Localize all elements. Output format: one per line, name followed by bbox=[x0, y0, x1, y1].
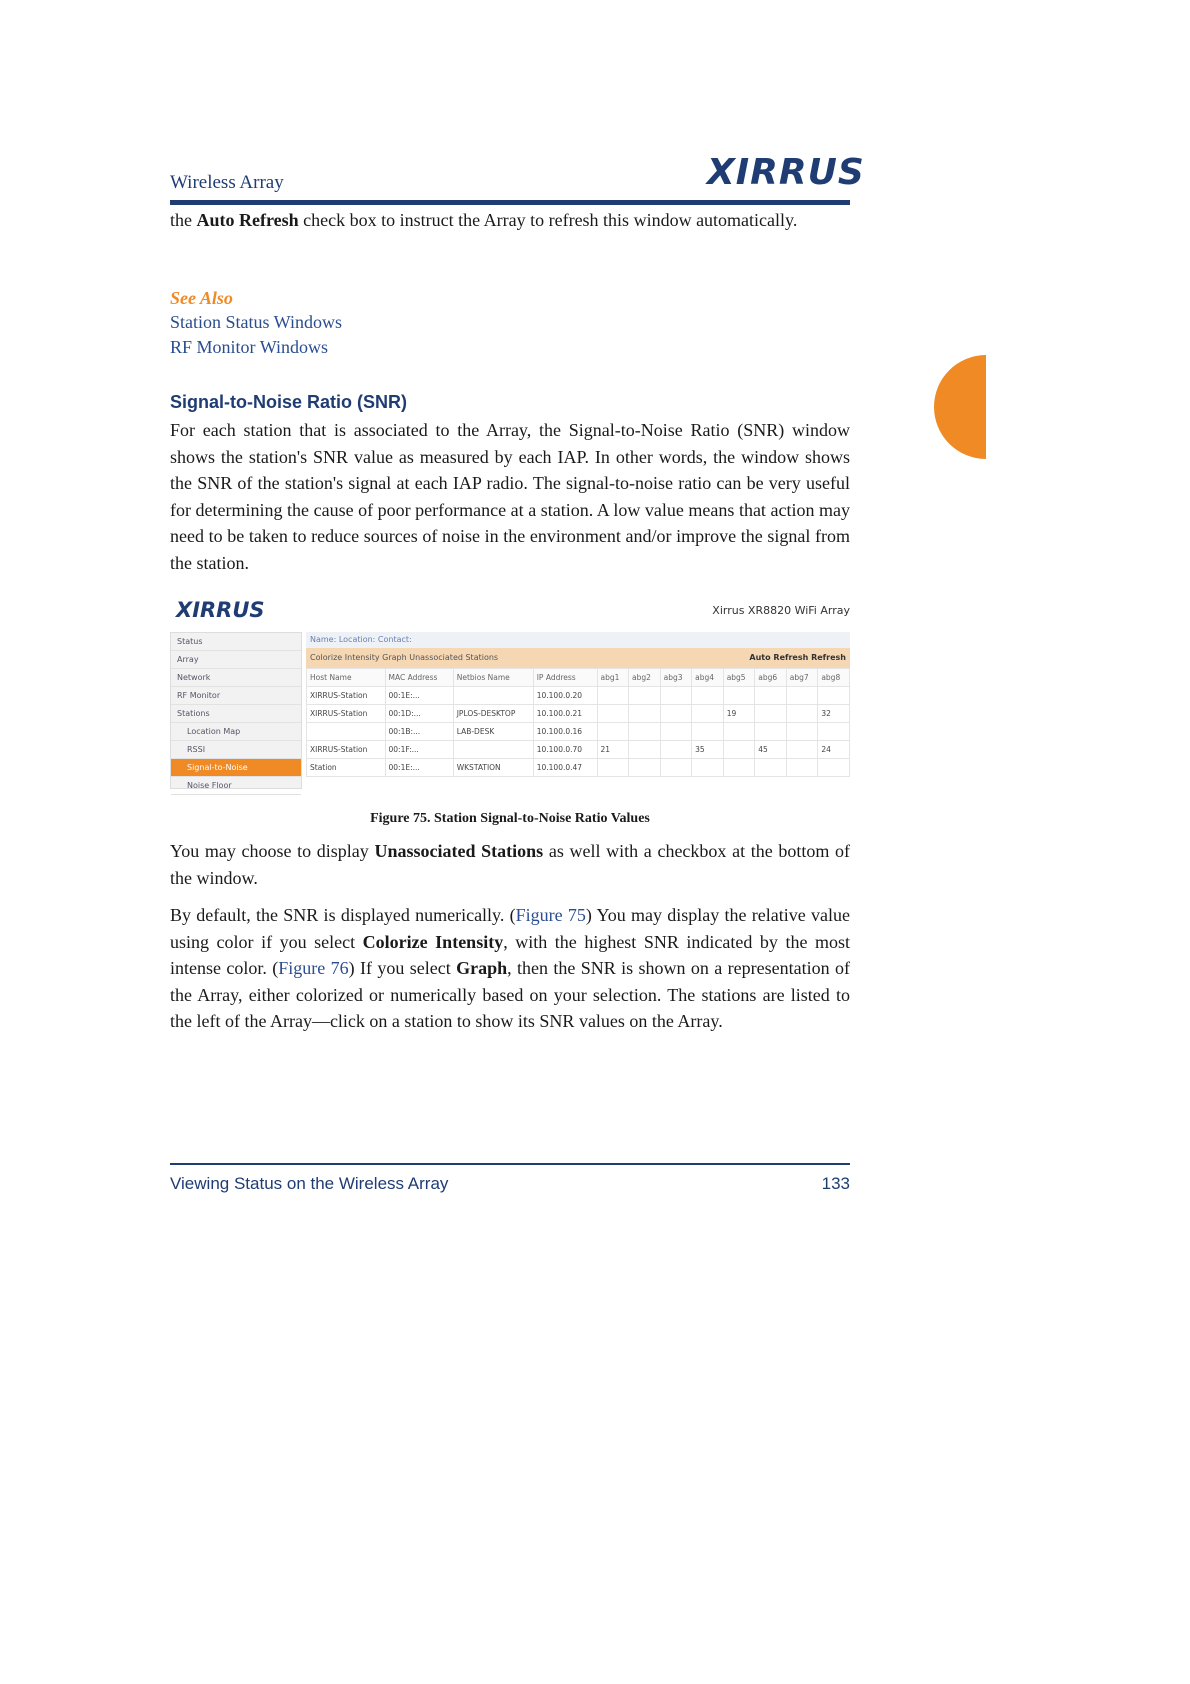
col-abg8[interactable]: abg8 bbox=[818, 669, 850, 687]
col-netbios-name[interactable]: Netbios Name bbox=[453, 669, 533, 687]
chapter-tab-marker bbox=[934, 355, 986, 459]
table-row[interactable]: XIRRUS-Station 00:1F:... 10.100.0.70 21 35 45 24 bbox=[307, 741, 850, 759]
page-number: 133 bbox=[821, 1174, 850, 1193]
table-row[interactable]: XIRRUS-Station 00:1D:... JPLOS-DESKTOP 10.100.0.21 19 32 bbox=[307, 705, 850, 723]
col-abg3[interactable]: abg3 bbox=[660, 669, 692, 687]
snr-table bbox=[306, 668, 850, 777]
footer-rule bbox=[170, 1163, 850, 1165]
col-abg5[interactable]: abg5 bbox=[723, 669, 755, 687]
col-abg1[interactable]: abg1 bbox=[597, 669, 629, 687]
sidebar-item-rssi[interactable]: RSSI bbox=[171, 741, 301, 759]
figure-info-bar: Name: Location: Contact: bbox=[306, 632, 850, 648]
figure-toolbar bbox=[306, 648, 850, 668]
figure-xirrus-logo: XIRRUS bbox=[176, 598, 265, 622]
section-body: For each station that is associated to the Array, the Signal-to-Noise Ratio (SNR) window shows the station's SNR value as measured by each IAP. In other words, the window shows the SNR of the station's signal at each IAP radio. The signal-to-noise ratio can be very useful for determining the cause of poor performance at a station. A low value means that action may need to be taken to reduce sources of noise in the environment and/or improve the signal from the station. bbox=[170, 420, 850, 573]
link-station-status-windows[interactable]: Station Status Windows bbox=[170, 312, 342, 332]
col-mac-address[interactable]: MAC Address bbox=[385, 669, 453, 687]
col-abg6[interactable]: abg6 bbox=[755, 669, 787, 687]
col-abg4[interactable]: abg4 bbox=[692, 669, 724, 687]
section-title: Signal-to-Noise Ratio (SNR) bbox=[170, 392, 407, 412]
sidebar-item-rf-monitor[interactable]: RF Monitor bbox=[171, 687, 301, 705]
col-abg7[interactable]: abg7 bbox=[786, 669, 818, 687]
table-row[interactable]: Station 00:1E:... WKSTATION 10.100.0.47 bbox=[307, 759, 850, 777]
xirrus-logo: XIRRUS bbox=[707, 152, 865, 193]
link-rf-monitor-windows[interactable]: RF Monitor Windows bbox=[170, 337, 328, 357]
sidebar-item-network[interactable]: Network bbox=[171, 669, 301, 687]
display-options-paragraph: By default, the SNR is displayed numerically. (Figure 75) You may display the relative value using color if you select Colorize Intensity, with the highest SNR indicated by the most intense color. (Figure 76) If you select Graph, then the SNR is shown on a representation of the Array, either colorized or numerically based on your selection. The stations are listed to the left of the Array—click on a station to show its SNR values on the Array. bbox=[170, 905, 850, 1031]
snr-screenshot-figure bbox=[170, 598, 850, 793]
sidebar-item-status[interactable]: Status bbox=[171, 633, 301, 651]
sidebar-item-stations[interactable]: Stations bbox=[171, 705, 301, 723]
snr-table-header bbox=[307, 669, 850, 687]
col-ip-address[interactable]: IP Address bbox=[533, 669, 597, 687]
table-row[interactable]: XIRRUS-Station 00:1E:... 10.100.0.20 bbox=[307, 687, 850, 705]
footer-section-title: Viewing Status on the Wireless Array bbox=[170, 1174, 449, 1193]
sidebar-item-signal-to-noise[interactable]: Signal-to-Noise bbox=[171, 759, 301, 777]
figure-76-link[interactable]: Figure 76 bbox=[278, 958, 349, 978]
table-row[interactable]: 00:1B:... LAB-DESK 10.100.0.16 bbox=[307, 723, 850, 741]
figure-toolbar-options[interactable]: Colorize Intensity Graph Unassociated Stations bbox=[310, 653, 499, 662]
running-header: Wireless Array bbox=[170, 172, 284, 193]
figure-main-panel bbox=[306, 632, 850, 793]
header-rule bbox=[170, 200, 850, 205]
col-host-name[interactable]: Host Name bbox=[307, 669, 386, 687]
figure-window-title: Xirrus XR8820 WiFi Array bbox=[712, 604, 850, 617]
sidebar-item-array[interactable]: Array bbox=[171, 651, 301, 669]
see-also-label: See Also bbox=[170, 288, 233, 308]
figure-refresh-controls[interactable]: Auto Refresh Refresh bbox=[749, 653, 846, 662]
unassociated-paragraph: You may choose to display Unassociated Stations as well with a checkbox at the bottom of the window. bbox=[170, 841, 851, 888]
figure-sidebar bbox=[170, 632, 302, 789]
col-abg2[interactable]: abg2 bbox=[629, 669, 661, 687]
sidebar-item-noise-floor[interactable]: Noise Floor bbox=[171, 777, 301, 795]
intro-paragraph: the Auto Refresh check box to instruct the Array to refresh this window automatically. bbox=[170, 210, 798, 230]
sidebar-item-location-map[interactable]: Location Map bbox=[171, 723, 301, 741]
figure-caption: Figure 75. Station Signal-to-Noise Ratio Values bbox=[370, 811, 650, 826]
figure-75-link[interactable]: Figure 75 bbox=[515, 905, 586, 925]
